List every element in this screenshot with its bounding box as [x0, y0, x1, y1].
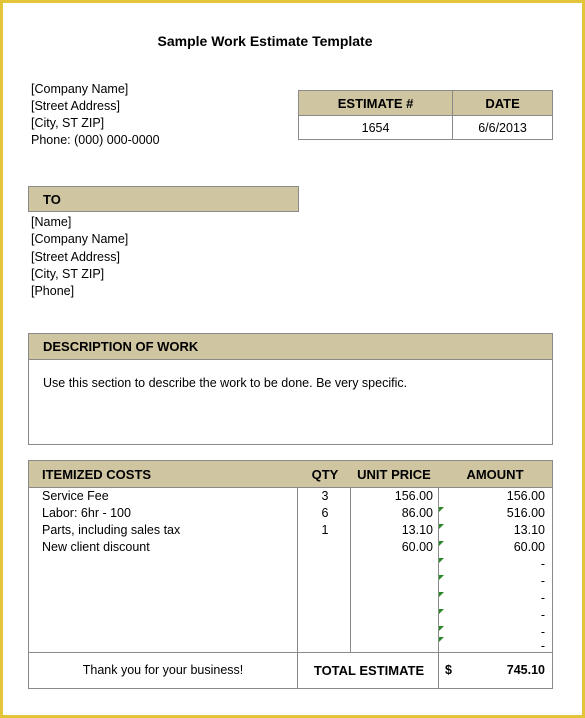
table-row[interactable] — [29, 506, 552, 523]
recipient-street[interactable]: [Street Address] — [31, 249, 120, 264]
sender-city[interactable]: [City, ST ZIP] — [31, 116, 105, 130]
item-amount: - — [540, 591, 545, 605]
recipient-name[interactable]: [Name] — [31, 215, 72, 229]
item-qty: 6 — [321, 506, 329, 520]
item-amount: 13.10 — [513, 523, 545, 537]
item-unit-price: 156.00 — [394, 489, 433, 503]
items-header-qty: QTY — [311, 467, 339, 482]
table-row[interactable] — [29, 608, 552, 625]
item-description: New client discount — [42, 540, 150, 554]
table-row[interactable] — [29, 574, 552, 591]
estimate-number-cell[interactable]: 1654 — [299, 116, 453, 140]
item-unit-price: 86.00 — [401, 506, 433, 520]
total-estimate-label: TOTAL ESTIMATE — [313, 663, 425, 678]
thank-you-note[interactable]: Thank you for your business! — [82, 663, 244, 677]
item-unit-price: 13.10 — [401, 523, 433, 537]
table-row[interactable] — [29, 591, 552, 608]
sender-company[interactable]: [Company Name] — [31, 82, 129, 96]
item-description: Labor: 6hr - 100 — [42, 506, 131, 520]
table-row[interactable] — [29, 557, 552, 574]
item-amount: 156.00 — [506, 489, 545, 503]
table-row[interactable] — [29, 540, 552, 557]
item-amount: 516.00 — [506, 506, 545, 520]
item-amount: - — [540, 574, 545, 588]
document-title: Sample Work Estimate Template — [157, 33, 373, 49]
item-amount: - — [540, 639, 545, 653]
item-description: Service Fee — [42, 489, 109, 503]
sender-phone[interactable]: Phone: (000) 000-0000 — [31, 133, 160, 147]
estimate-info-table — [298, 90, 553, 140]
item-qty: 3 — [321, 489, 329, 503]
date-header: DATE — [453, 91, 553, 116]
items-header-unit-price: UNIT PRICE — [357, 467, 431, 482]
items-footer-row — [29, 652, 552, 688]
item-qty: 1 — [321, 523, 329, 537]
sender-street[interactable]: [Street Address] — [31, 99, 120, 113]
date-cell[interactable]: 6/6/2013 — [453, 116, 553, 140]
description-section — [28, 333, 553, 445]
recipient-phone[interactable]: [Phone] — [31, 284, 75, 299]
total-estimate-value[interactable]: 745.10 — [506, 663, 545, 677]
items-header-description: ITEMIZED COSTS — [42, 467, 152, 482]
item-description: Parts, including sales tax — [42, 523, 181, 537]
item-amount: - — [540, 557, 545, 571]
currency-symbol: $ — [445, 663, 452, 677]
items-header-row — [29, 461, 552, 488]
recipient-city[interactable]: [City, ST ZIP] — [31, 266, 105, 281]
item-amount: 60.00 — [513, 540, 545, 554]
recipient-company[interactable]: [Company Name] — [31, 232, 129, 247]
item-unit-price: 60.00 — [401, 540, 433, 554]
items-header-amount: AMOUNT — [466, 467, 524, 482]
recipient-address — [31, 214, 128, 300]
item-amount: - — [540, 608, 545, 622]
description-text[interactable]: Use this section to describe the work to be done. Be very specific. — [43, 376, 408, 390]
to-section-header: TO — [28, 186, 299, 212]
description-header: DESCRIPTION OF WORK — [29, 334, 552, 360]
sender-address — [31, 81, 160, 149]
item-amount: - — [540, 625, 545, 639]
table-row[interactable] — [29, 523, 552, 540]
estimate-number-header: ESTIMATE # — [299, 91, 453, 116]
itemized-costs-table — [28, 460, 553, 689]
table-row[interactable] — [29, 489, 552, 506]
